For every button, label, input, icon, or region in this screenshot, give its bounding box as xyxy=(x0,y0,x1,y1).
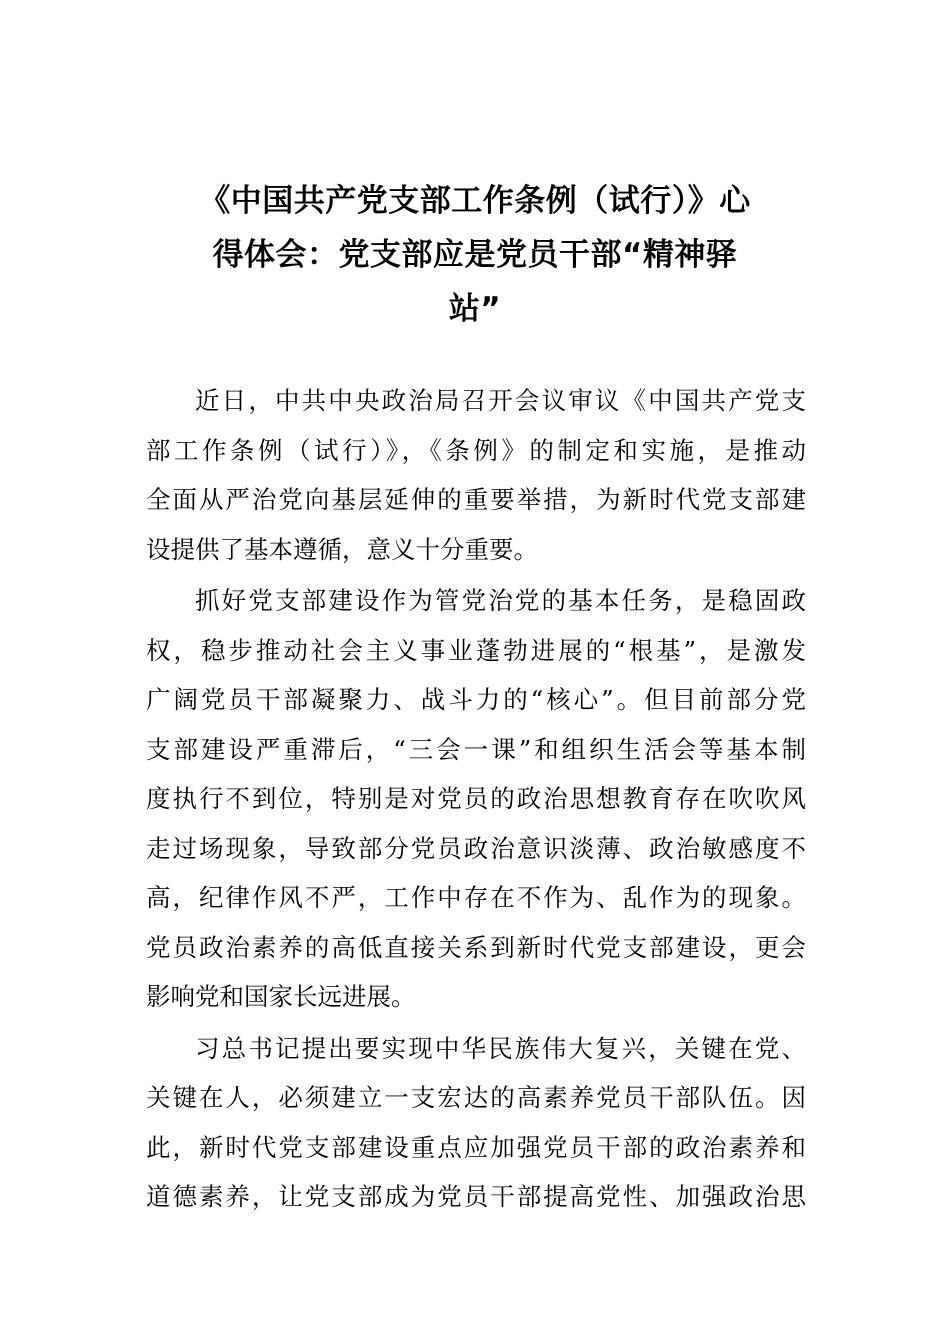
text-line: 部工作条例（试行）》，《条例》的制定和实施，是推动 xyxy=(146,435,806,465)
text-line: 关键在人，必须建立一支宏达的高素养党员干部队伍。因 xyxy=(146,1083,806,1112)
text-line: 支部建设严重滞后，“三会一课”和组织生活会等基本制 xyxy=(146,734,806,764)
paragraph-2 xyxy=(146,576,806,1022)
document-title xyxy=(140,174,810,336)
text-line: 习总书记提出要实现中华民族伟大复兴，关键在党、 xyxy=(195,1033,806,1063)
text-line: 此，新时代党支部建设重点应加强党员干部的政治素养和 xyxy=(146,1132,806,1162)
document-body xyxy=(146,376,806,1224)
text-line: 高，纪律作风不严，工作中存在不作为、乱作为的现象。 xyxy=(146,883,806,912)
title-line: 得体会：党支部应是党员干部“精神驿 xyxy=(212,237,738,273)
paragraph-1 xyxy=(146,376,806,574)
paragraph-3 xyxy=(146,1024,806,1222)
text-line: 度执行不到位，特别是对党员的政治思想教育存在吹吹风 xyxy=(146,784,806,813)
text-line: 走过场现象，导致部分党员政治意识淡薄、政治敏感度不 xyxy=(146,833,806,863)
text-line: 近日，中共中央政治局召开会议审议《中国共产党支 xyxy=(195,386,806,415)
text-line: 影响党和国家长远进展。 xyxy=(146,982,416,1011)
title-line: 站” xyxy=(448,291,502,327)
text-line: 抓好党支部建设作为管党治党的基本任务，是稳固政 xyxy=(195,586,806,615)
title-line: 《中国共产党支部工作条例（试行）》心 xyxy=(199,183,751,219)
text-line: 道德素养，让党支部成为党员干部提高党性、加强政治思 xyxy=(146,1182,806,1211)
text-line: 全面从严治党向基层延伸的重要举措，为新时代党支部建 xyxy=(146,485,806,514)
text-line: 设提供了基本遵循，意义十分重要。 xyxy=(146,534,538,564)
text-line: 权，稳步推动社会主义事业蓬勃进展的“根基”，是激发 xyxy=(146,635,806,665)
text-line: 广阔党员干部凝聚力、战斗力的“核心”。但目前部分党 xyxy=(146,685,806,714)
text-line: 党员政治素养的高低直接关系到新时代党支部建设，更会 xyxy=(146,932,806,962)
